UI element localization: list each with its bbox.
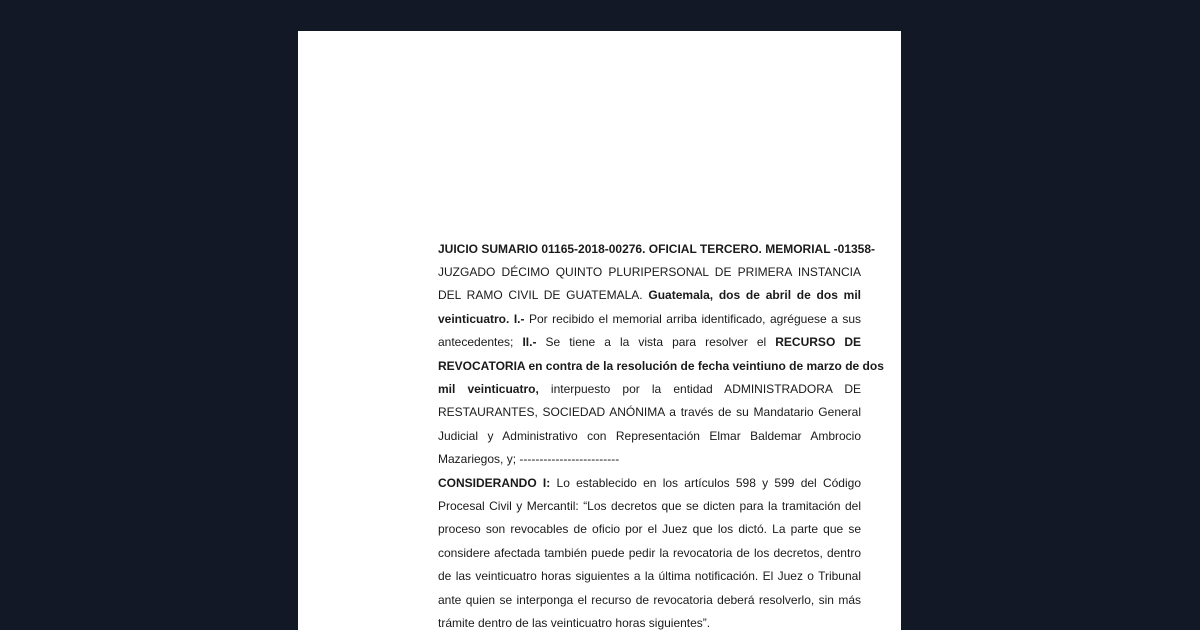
text-segment: DEL RAMO CIVIL DE GUATEMALA. [438, 288, 649, 302]
document-line [438, 475, 861, 491]
text-segment: proceso son revocables de oficio por el Juez que los dictó. La parte que se [438, 522, 861, 536]
bold-text-segment: JUICIO SUMARIO 01165-2018-00276. OFICIAL TERCERO. MEMORIAL -01358- [438, 242, 876, 256]
text-segment: antecedentes; [438, 335, 523, 349]
document-line [438, 615, 861, 630]
bold-text-segment: veinticuatro. I.- [438, 312, 525, 326]
document-line [438, 428, 861, 444]
document-line [438, 568, 861, 584]
bold-text-segment: II.- [522, 335, 537, 349]
text-segment: Lo establecido en los artículos 598 y 599 del Código [550, 476, 861, 490]
text-segment: trámite dentro de las veinticuatro horas siguientes”. [438, 616, 711, 630]
document-line [438, 287, 861, 303]
text-segment: considere afectada también puede pedir la revocatoria de los decretos, dentro [438, 546, 861, 560]
document-line [438, 545, 861, 561]
document-line [438, 381, 861, 397]
document-line [438, 334, 861, 350]
text-segment: Procesal Civil y Mercantil: “Los decretos que se dicten para la tramitación del [438, 499, 861, 513]
document-page [298, 31, 901, 630]
text-segment: JUZGADO DÉCIMO QUINTO PLURIPERSONAL DE PRIMERA INSTANCIA [438, 265, 861, 279]
text-segment: de las veinticuatro horas siguientes a la última notificación. El Juez o Tribunal [438, 569, 861, 583]
bold-text-segment: REVOCATORIA en contra de la resolución de fecha veintiuno de marzo de dos [438, 359, 884, 373]
document-line [438, 592, 861, 608]
text-segment: ante quien se interponga el recurso de revocatoria deberá resolverlo, sin más [438, 593, 861, 607]
document-line [438, 498, 861, 514]
text-segment: RESTAURANTES, SOCIEDAD ANÓNIMA a través de su Mandatario General [438, 405, 861, 419]
bold-text-segment: RECURSO DE [775, 335, 861, 349]
document-line [438, 264, 861, 280]
text-segment: interpuesto por la entidad ADMINISTRADORA DE [538, 382, 861, 396]
document-line [438, 521, 861, 537]
text-segment: Mazariegos, y; ------------------------- [438, 452, 620, 466]
bold-text-segment: CONSIDERANDO I: [438, 476, 551, 490]
text-segment: Se tiene a la vista para resolver el [536, 335, 776, 349]
text-segment: Por recibido el memorial arriba identificado, agréguese a sus [524, 312, 861, 326]
document-line [438, 241, 876, 257]
document-line [438, 451, 861, 467]
bold-text-segment: Guatemala, dos de abril de dos mil [648, 288, 861, 302]
document-line [438, 311, 861, 327]
bold-text-segment: mil veinticuatro, [438, 382, 539, 396]
text-segment: Judicial y Administrativo con Representación Elmar Baldemar Ambrocio [438, 429, 861, 443]
document-line [438, 358, 884, 374]
document-line [438, 404, 861, 420]
